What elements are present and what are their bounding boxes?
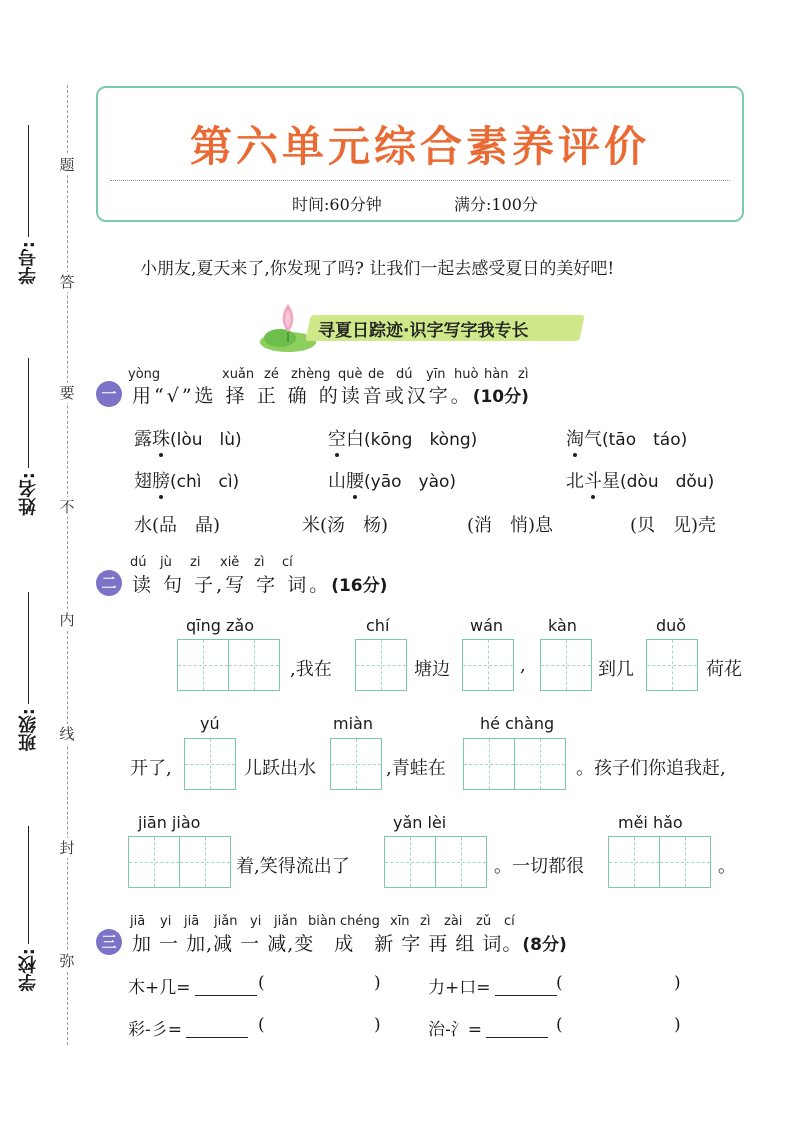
q3-title — [132, 929, 567, 956]
grid-cell[interactable] — [177, 639, 229, 691]
pinyin-syllable: zì — [518, 367, 529, 382]
word-paren-close: ) — [374, 1015, 381, 1035]
writing-grid[interactable] — [462, 639, 513, 691]
student-id-label: 学号: — [18, 241, 39, 285]
writing-grid[interactable] — [177, 639, 278, 691]
q1-points: (10分) — [472, 387, 529, 407]
grid-cell[interactable] — [330, 738, 382, 790]
grid-cell[interactable] — [646, 639, 698, 691]
pinyin-syllable: zi — [190, 555, 201, 570]
q2-title-text: 读 句 子,写 字 词。 — [132, 574, 332, 596]
grid-cell[interactable] — [179, 836, 231, 888]
pinyin-syllable: cí — [282, 555, 293, 570]
intro-text: 小朋友,夏天来了,你发现了吗? 让我们一起去感受夏日的美好吧! — [140, 259, 615, 279]
seal-char: 内 — [57, 610, 77, 630]
sentence-text: , — [520, 655, 526, 676]
writing-grid[interactable] — [384, 836, 485, 888]
q1-item — [566, 425, 687, 451]
grid-cell[interactable] — [184, 738, 236, 790]
time-limit: 时间:60分钟 — [292, 195, 382, 214]
pinyin-syllable: jiā — [184, 914, 200, 929]
sentence-text: 儿跃出水 — [244, 758, 316, 779]
class-field[interactable] — [16, 592, 44, 767]
pinyin-syllable: zài — [444, 914, 463, 929]
equation-text: 力+口= — [428, 978, 491, 998]
writing-grid[interactable] — [463, 738, 564, 790]
grid-cell[interactable] — [462, 639, 514, 691]
grid-cell[interactable] — [608, 836, 660, 888]
pinyin-syllable: zǔ — [476, 914, 492, 929]
pinyin-syllable: xuǎn — [222, 367, 255, 382]
pinyin-syllable: zì — [254, 555, 265, 570]
seal-char: 封 — [57, 838, 77, 858]
q1-choice-item[interactable]: (贝 见)壳 — [630, 515, 717, 536]
school-field[interactable] — [16, 826, 44, 1006]
student-id-field[interactable] — [16, 125, 44, 295]
pinyin-syllable: yi — [160, 914, 172, 929]
item-options[interactable]: (tāo táo) — [602, 430, 688, 450]
pinyin-syllable: zì — [420, 914, 431, 929]
q3-equation — [428, 973, 561, 998]
word-paren-open[interactable]: ( — [258, 1015, 265, 1035]
grid-pinyin: jiān jiào — [138, 813, 201, 832]
sentence-text: 塘边 — [414, 659, 450, 680]
name-label: 姓名: — [18, 472, 39, 516]
q2-title — [132, 570, 387, 597]
pinyin-syllable: dú — [130, 555, 147, 570]
q1-item — [328, 425, 477, 451]
writing-grid[interactable] — [608, 836, 709, 888]
q3-points: (8分) — [522, 935, 567, 955]
pinyin-syllable: yīn — [426, 367, 446, 382]
item-options[interactable]: (kōng kòng) — [364, 430, 478, 450]
q3-equation — [428, 1015, 552, 1040]
grid-pinyin: qīng zǎo — [186, 616, 254, 635]
grid-pinyin: duǒ — [656, 616, 687, 635]
q2-points: (16分) — [331, 576, 388, 596]
grid-pinyin: kàn — [548, 616, 577, 635]
word-paren-open[interactable]: ( — [258, 973, 265, 993]
q1-item — [134, 425, 242, 451]
item-marked-char: 空 — [328, 425, 346, 451]
pinyin-syllable: yòng — [128, 367, 161, 382]
grid-pinyin: yú — [200, 714, 220, 733]
sentence-text: 。一切都很 — [494, 856, 584, 877]
item-marked-char: 膀 — [152, 467, 170, 493]
seal-char: 题 — [57, 155, 77, 175]
q1-title — [132, 381, 529, 408]
pinyin-syllable: jiǎn — [274, 914, 298, 929]
writing-grid[interactable] — [355, 639, 406, 691]
writing-grid[interactable] — [540, 639, 591, 691]
grid-cell[interactable] — [463, 738, 515, 790]
pinyin-syllable: jù — [160, 555, 172, 570]
seal-char: 线 — [57, 724, 77, 744]
grid-cell[interactable] — [540, 639, 592, 691]
grid-cell[interactable] — [659, 836, 711, 888]
answer-blank[interactable] — [186, 1037, 248, 1038]
q2-badge: 二 — [96, 570, 122, 596]
word-paren-open[interactable]: ( — [556, 1015, 563, 1035]
seal-char: 不 — [57, 497, 77, 517]
sentence-text: ,我在 — [290, 659, 332, 680]
pinyin-syllable: jiā — [130, 914, 146, 929]
pinyin-syllable: xiě — [220, 555, 240, 570]
seal-char: 答 — [57, 272, 77, 292]
pinyin-syllable: dú — [396, 367, 413, 382]
item-options[interactable]: (lòu lù) — [170, 430, 242, 450]
pinyin-syllable: jiǎn — [214, 914, 238, 929]
q3-title-text: 加 一 加,减 一 减,变 成 新 字 再 组 词。 — [132, 933, 523, 955]
pinyin-syllable: xīn — [390, 914, 410, 929]
grid-pinyin: yǎn lèi — [393, 813, 447, 832]
seal-dashed-line — [67, 85, 68, 1045]
name-blank[interactable] — [28, 358, 29, 468]
q1-title-text: 用“√”选 择 正 确 的读音或汉字。 — [132, 385, 473, 407]
sentence-text: 。 — [718, 856, 736, 877]
q1-badge: 一 — [96, 381, 122, 407]
full-score: 满分:100分 — [454, 195, 538, 214]
pinyin-syllable: yi — [250, 914, 262, 929]
item-marked-char: 珠 — [152, 425, 170, 451]
seal-char: 弥 — [57, 951, 77, 971]
pinyin-syllable: zhèng — [291, 367, 331, 382]
pinyin-syllable: què — [338, 367, 363, 382]
writing-grid[interactable] — [330, 738, 381, 790]
grid-pinyin: měi hǎo — [618, 813, 683, 832]
q3-equation — [128, 973, 261, 998]
grid-cell[interactable] — [514, 738, 566, 790]
item-char: 北 — [566, 471, 584, 492]
sentence-text: 。孩子们你追我赶, — [576, 758, 726, 779]
answer-blank[interactable] — [486, 1037, 548, 1038]
item-marked-char: 腰 — [346, 467, 364, 493]
word-paren-open[interactable]: ( — [556, 973, 563, 993]
item-char: 山 — [328, 471, 346, 492]
class-blank[interactable] — [28, 592, 29, 704]
item-marked-char: 淘 — [566, 425, 584, 451]
pinyin-syllable: hàn — [484, 367, 509, 382]
class-label: 班级: — [18, 708, 39, 752]
grid-pinyin: miàn — [333, 714, 373, 733]
pinyin-syllable: zé — [264, 367, 279, 382]
word-paren-close: ) — [674, 973, 681, 993]
pinyin-syllable: chéng — [340, 914, 380, 929]
page-title: 第六单元综合素养评价 — [189, 122, 650, 171]
item-marked-char: 斗 — [584, 467, 602, 493]
equation-text: 治-氵= — [428, 1020, 482, 1040]
q1-choice-item[interactable]: 米(汤 杨) — [302, 515, 389, 536]
answer-blank[interactable] — [195, 995, 257, 996]
word-paren-close: ) — [374, 973, 381, 993]
q3-badge: 三 — [96, 929, 122, 955]
writing-grid[interactable] — [128, 836, 229, 888]
sentence-text: ,青蛙在 — [386, 758, 446, 779]
q3-pinyin — [130, 914, 630, 930]
q1-item — [566, 467, 714, 493]
item-options[interactable]: (chì cì) — [170, 472, 240, 492]
grid-pinyin: hé chàng — [480, 714, 555, 733]
item-char: 星 — [602, 471, 620, 492]
grid-cell[interactable] — [228, 639, 280, 691]
grid-cell[interactable] — [128, 836, 180, 888]
item-options[interactable]: (yāo yào) — [364, 472, 457, 492]
writing-grid[interactable] — [646, 639, 697, 691]
school-label: 学校: — [18, 948, 39, 992]
pinyin-syllable: de — [368, 367, 385, 382]
q1-choice-item[interactable]: 水(品 晶) — [134, 515, 221, 536]
pinyin-syllable: huò — [454, 367, 479, 382]
pinyin-syllable: cí — [504, 914, 515, 929]
banner-title: 寻夏日踪迹·识字写字我专长 — [318, 321, 529, 341]
q1-item — [134, 467, 239, 493]
header-divider — [110, 180, 730, 181]
q3-equation — [128, 1015, 252, 1040]
pinyin-syllable: biàn — [308, 914, 337, 929]
grid-cell[interactable] — [355, 639, 407, 691]
equation-text: 彩-彡= — [128, 1020, 182, 1040]
sentence-text: 荷花 — [706, 659, 742, 680]
item-char: 气 — [584, 429, 602, 450]
sentence-text: 着,笑得流出了 — [236, 856, 350, 877]
q2-pinyin — [130, 555, 330, 571]
name-field[interactable] — [16, 358, 44, 528]
sentence-text: 到几 — [598, 659, 634, 680]
student-id-blank[interactable] — [28, 125, 29, 237]
section-banner — [258, 298, 594, 356]
seal-char: 要 — [57, 383, 77, 403]
q1-item — [328, 467, 456, 493]
header-box — [96, 86, 744, 222]
grid-cell[interactable] — [384, 836, 436, 888]
q1-choice-item[interactable]: (消 悄)息 — [467, 515, 554, 536]
grid-cell[interactable] — [435, 836, 487, 888]
grid-pinyin: chí — [366, 616, 390, 635]
item-options[interactable]: (dòu dǒu) — [620, 472, 715, 492]
item-char: 翅 — [134, 471, 152, 492]
equation-text: 木+几= — [128, 978, 191, 998]
word-paren-close: ) — [674, 1015, 681, 1035]
item-char: 露 — [134, 429, 152, 450]
grid-pinyin: wán — [470, 616, 504, 635]
item-char: 白 — [346, 429, 364, 450]
writing-grid[interactable] — [184, 738, 235, 790]
school-blank[interactable] — [28, 826, 29, 944]
answer-blank[interactable] — [495, 995, 557, 996]
sentence-text: 开了, — [130, 758, 172, 779]
